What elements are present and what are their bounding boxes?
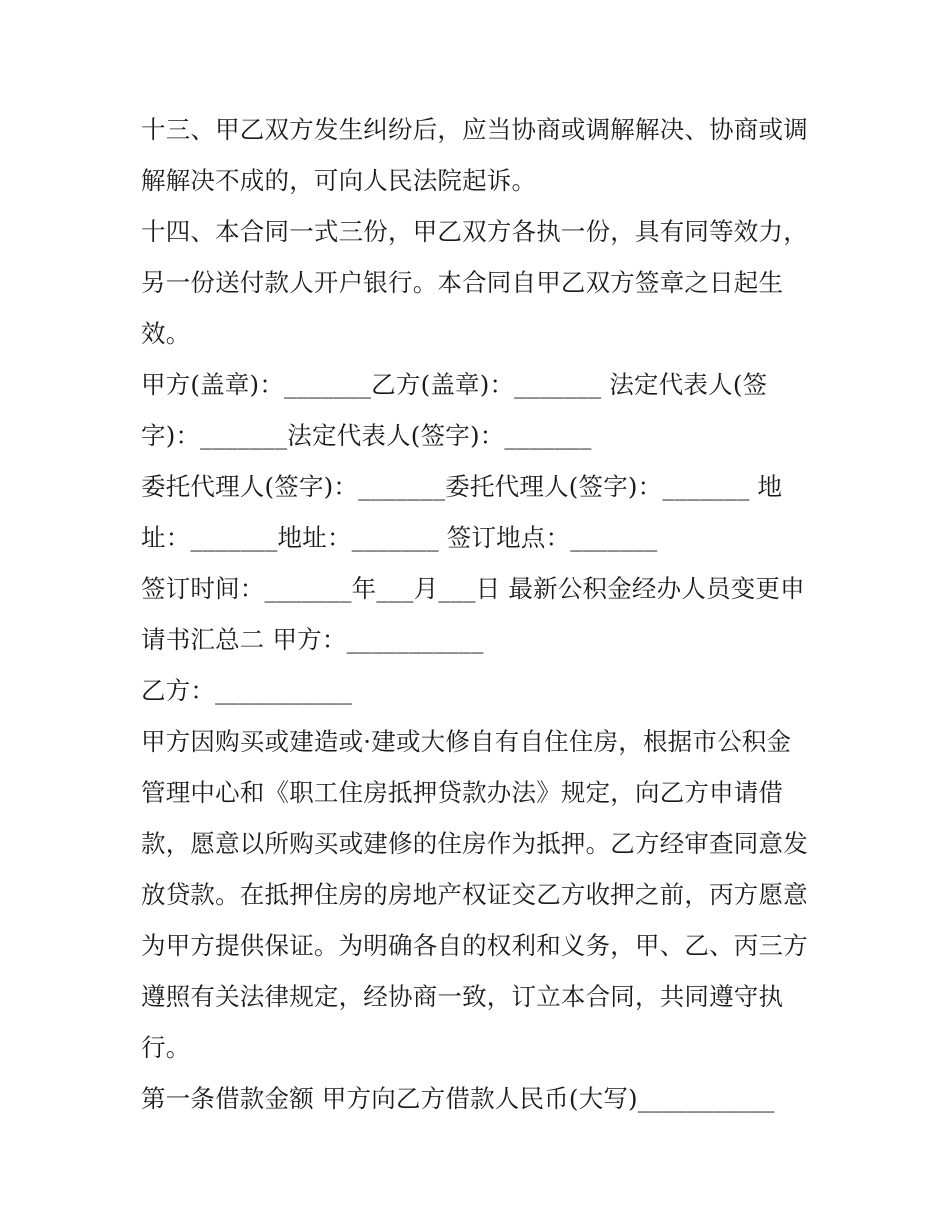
signing-date-line: 签订时间：_______年___月___日 最新公积金经办人员变更申 (141, 574, 805, 603)
clause-14-line-1: 十四、本合同一式三份，甲乙双方各执一份，具有同等效力， (141, 217, 808, 246)
article-1-line: 第一条借款金额 甲方向乙方借款人民币(大写)___________ (141, 1084, 775, 1113)
document-body (141, 104, 821, 1124)
signature-block-line-4: 址：_______地址：_______ 签订地点：_______ (141, 523, 658, 552)
preamble-line-4: 放贷款。在抵押住房的房地产权证交乙方收押之前，丙方愿意 (141, 880, 808, 909)
party-b-line: 乙方：___________ (141, 676, 353, 705)
signature-block-line-3: 委托代理人(签字)：_______委托代理人(签字)：_______ 地 (141, 472, 783, 501)
preamble-line-7: 行。 (141, 1033, 191, 1062)
signature-block-line-1: 甲方(盖章)：_______乙方(盖章)：_______ 法定代表人(签 (141, 370, 768, 399)
preamble-line-2: 管理中心和《职工住房抵押贷款办法》规定，向乙方申请借 (141, 778, 784, 807)
clause-14-line-3: 效。 (141, 319, 191, 348)
preamble-line-1: 甲方因购买或建造或·建或大修自有自住住房，根据市公积金 (141, 727, 792, 756)
preamble-line-3: 款，愿意以所购买或建修的住房作为抵押。乙方经审查同意发 (141, 829, 808, 858)
summary-party-a-line: 请书汇总二 甲方：___________ (141, 625, 484, 654)
clause-14-line-2: 另一份送付款人开户银行。本合同自甲乙双方签章之日起生 (141, 268, 784, 297)
preamble-line-5: 为甲方提供保证。为明确各自的权利和义务，甲、乙、丙三方 (141, 931, 808, 960)
signature-block-line-2: 字)：_______法定代表人(签字)：_______ (141, 421, 592, 450)
preamble-line-6: 遵照有关法律规定，经协商一致，订立本合同，共同遵守执 (141, 982, 784, 1011)
clause-13-line-2: 解解决不成的，可向人民法院起诉。 (141, 166, 537, 195)
clause-13-line-1: 十三、甲乙双方发生纠纷后，应当协商或调解解决、协商或调 (141, 115, 808, 144)
